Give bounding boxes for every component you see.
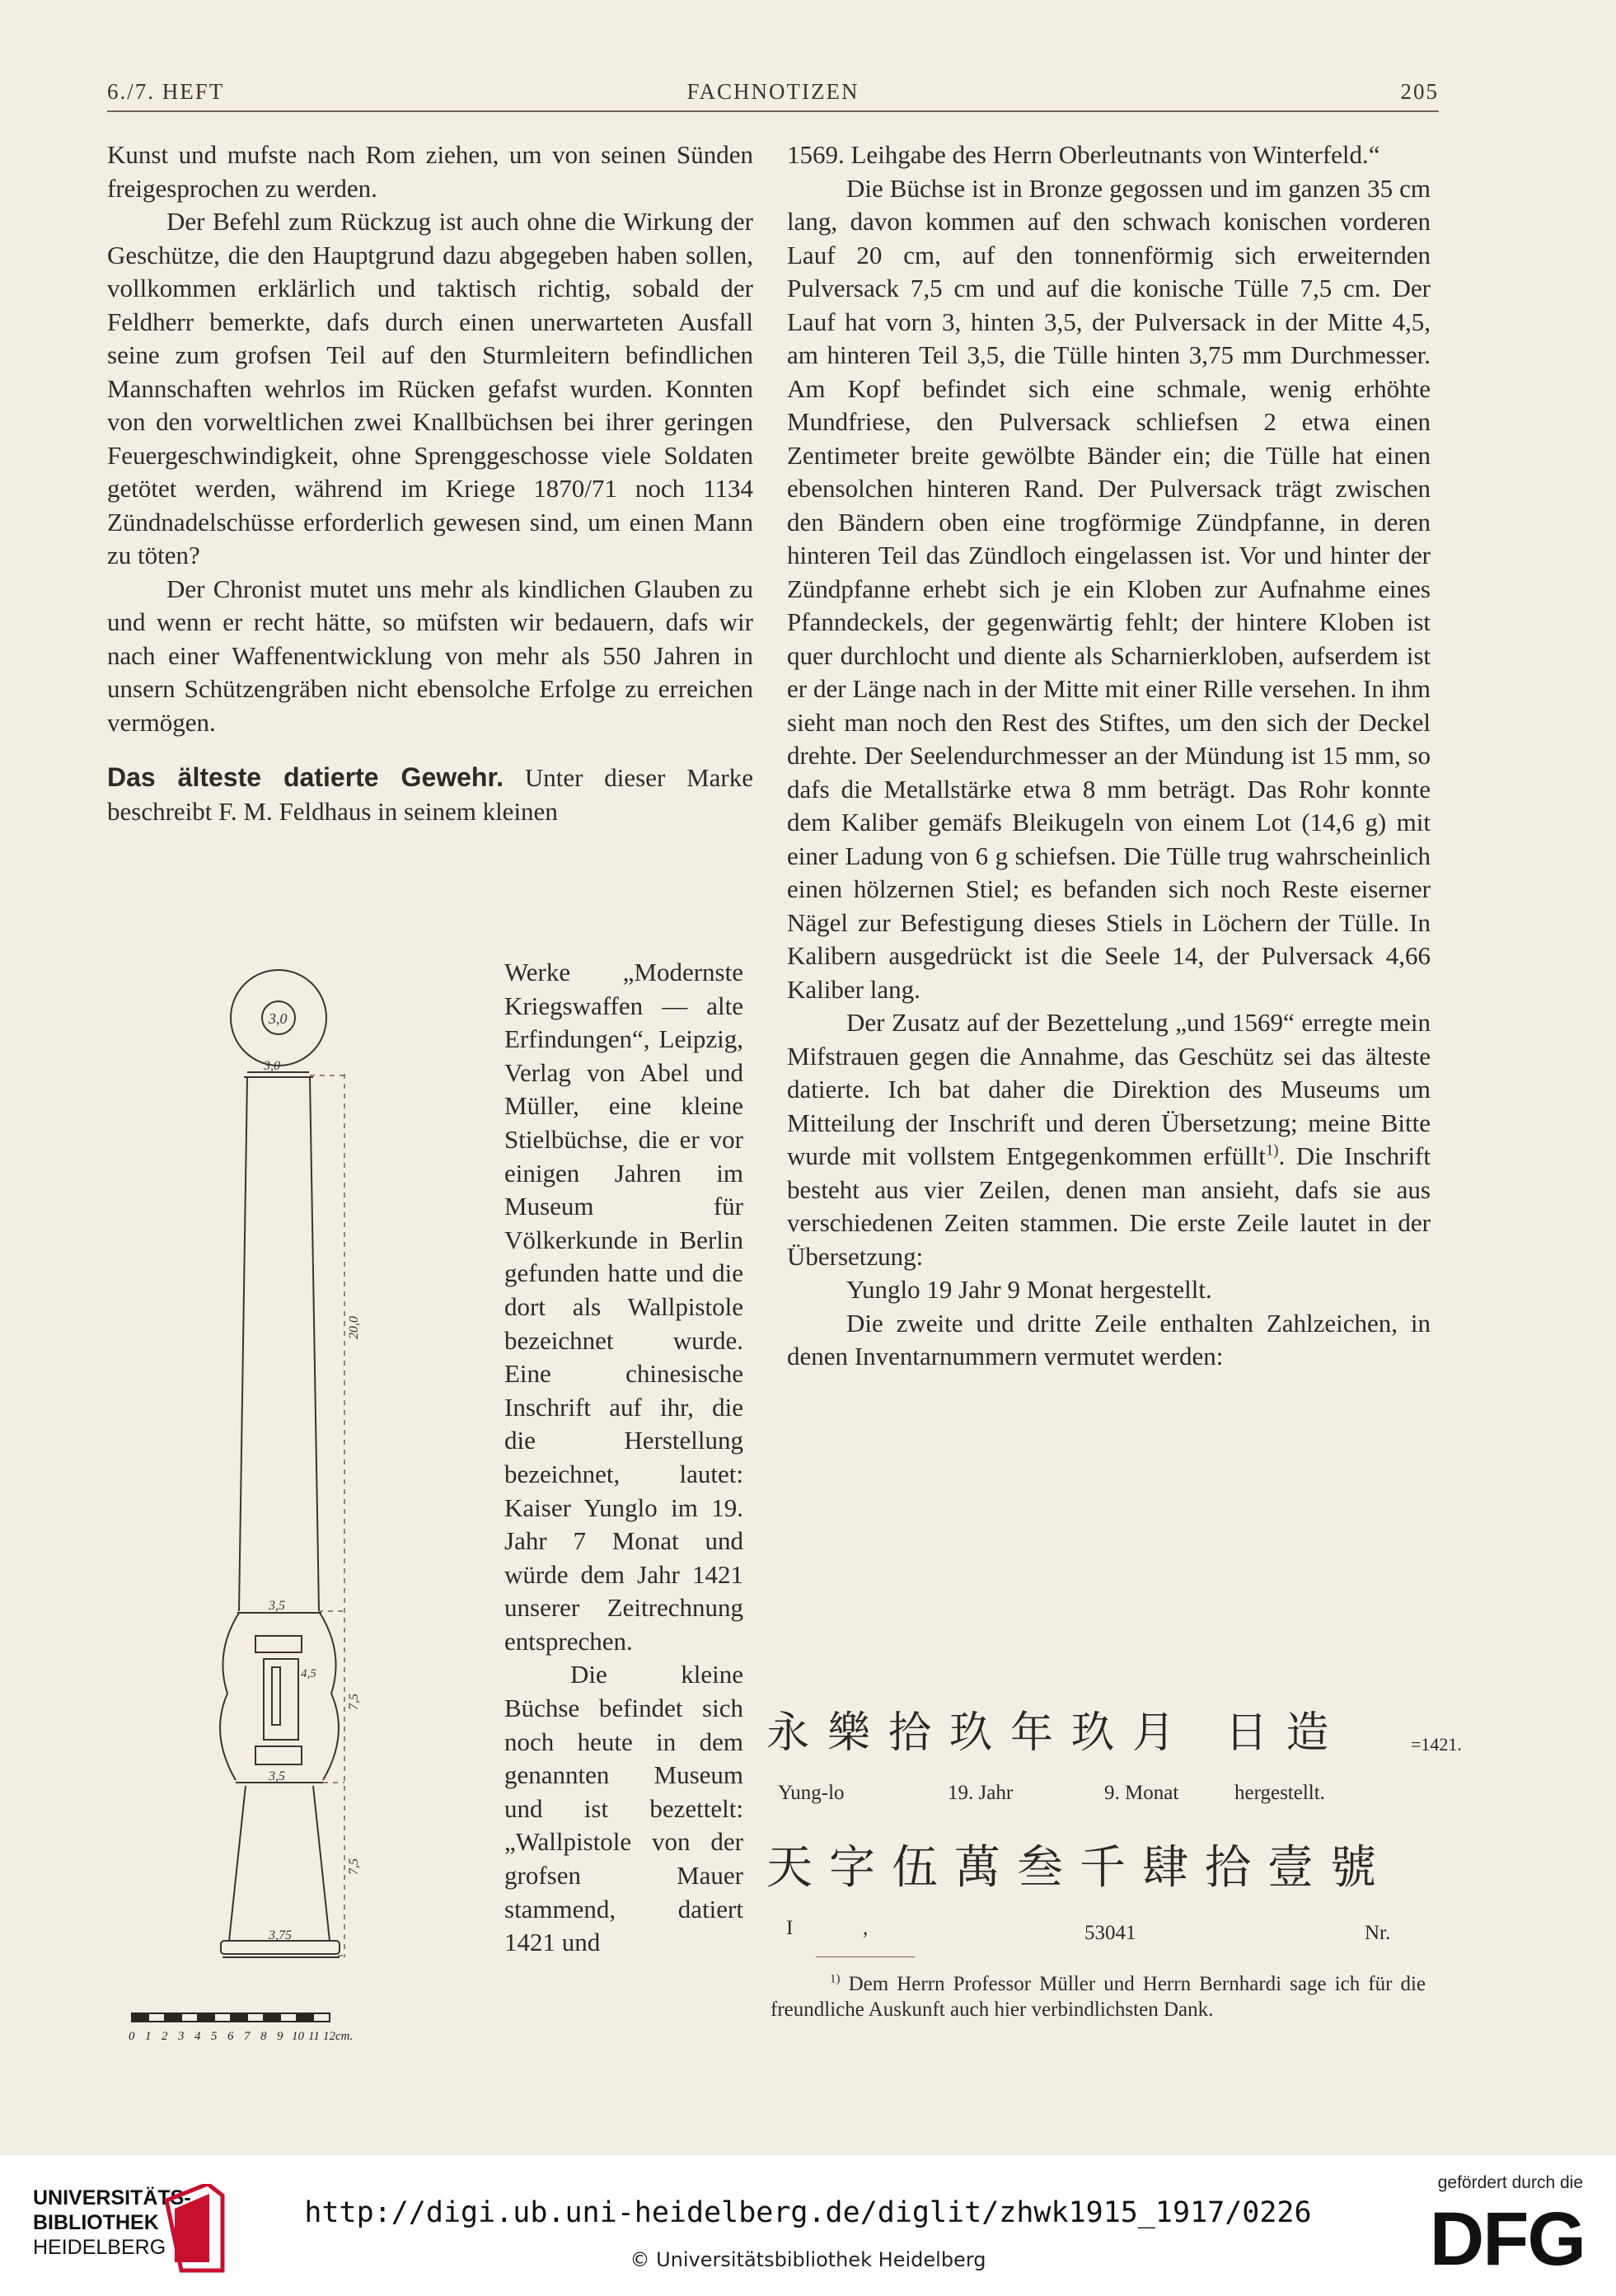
permalink-url[interactable]: http://digi.ub.uni-heidelberg.de/diglit/zhwk1915_1917/0226: [304, 2196, 1312, 2229]
scale-tick-label: 12cm.: [323, 2030, 354, 2043]
library-name-line: HEIDELBERG: [33, 2236, 166, 2259]
paragraph: 1569. Leihgabe des Herrn Oberleutnants von Winterfeld.“: [787, 140, 1380, 169]
footnote-reference: 1): [1265, 1141, 1279, 1160]
footnote-rule: [816, 1956, 915, 1957]
library-name-line: BIBLIOTHEK: [33, 2211, 159, 2234]
footnote-mark: 1): [830, 1972, 841, 1986]
dim-bottom-label: 3,75: [269, 1928, 292, 1942]
copyright-notice: © Universitätsbibliothek Heidelberg: [630, 2248, 986, 2271]
page-number: 205: [1400, 79, 1439, 104]
scale-ticks: [129, 2030, 353, 2043]
scale-tick-label: 5: [211, 2030, 218, 2043]
scale-tick-label: 8: [260, 2030, 267, 2043]
paragraph: Die zweite und dritte Zeile enthalten Zahlzeichen, in denen Inventarnummern vermutet werden:: [787, 1308, 1431, 1371]
gun-technical-drawing: [124, 968, 494, 2048]
paragraph: Werke „Modernste Kriegswaffen — alte Erfindungen“, Leipzig, Verlag von Abel und Müller, eine kleine Stielbüchse, die er vor einigen Jahren im Museum für Völkerkunde in Berlin gefunden hatte und die dort als Wallpistole bezeichnet wurde. Eine chinesische Inschrift auf ihr, die die Herstellung bezeichnet, lautet: Kaiser Yunglo im 19. Jahr 7 Monat und würde dem Jahr 1421 unserer Zeitrechnung entsprechen.: [504, 958, 743, 1656]
inscription-translation: hergestellt.: [1234, 1782, 1325, 1804]
scale-tick-label: 11: [308, 2030, 320, 2043]
dfg-logo: DFG: [1429, 2197, 1585, 2281]
running-head: [107, 79, 1439, 112]
section-paragraph: [107, 761, 753, 828]
wrapped-text-column: [504, 956, 743, 1960]
scale-tick-label: 1: [145, 2030, 152, 2043]
dim-top-label: 3,0: [264, 1059, 280, 1073]
scale-tick-label: 6: [227, 2030, 234, 2043]
paragraph: Die Büchse ist in Bronze gegossen und im ganzen 35 cm lang, davon kommen auf den schwach konischen vorderen Lauf 20 cm, auf den tonnenförmig sich erweiternden Pulversack 7,5 cm und auf die konische Tülle 7,5 cm. Der Lauf hat vorn 3, hinten 3,5, der Pulversack in der Mitte 4,5, am hinteren Teil 3,5, die Tülle hinten 3,75 mm Durchmesser. Am Kopf befindet sich eine schmale, wenig erhöhte Mundfriese, den Pulversack schliefsen 2 etwa einen Zentimeter breite gewölbte Bänder ein; die Tülle hat einen ebensolchen hinteren Rand. Der Pulversack trägt zwischen den Bändern oben eine trogförmige Zündpfanne, in deren hinteren Teil das Zündloch eingelassen ist. Vor und hinter der Zündpfanne erhebt sich je ein Kloben zur Aufnahme eines Pfanndeckels, der gegenwärtig fehlt; der hintere Kloben ist quer durchlocht und diente als Scharnierkloben, aufserdem ist er der Länge nach in der Mitte mit einer Rille versehen. In ihm sieht man noch den Rest des Stiftes, um den sich der Deckel drehte. Der Seelendurchmesser an der Mündung ist 15 mm, so dafs die Metallstärke etwa 8 mm beträgt. Das Rohr konnte dem Kaliber gemäfs Bleikugeln von einem Lot (14,6 g) mit einer Ladung von 6 g schiefsen. Die Tülle trug wahrscheinlich einen hölzernen Stiel; es befanden sich noch Reste eiserner Nägel zur Befestigung dieses Stiels in Löchern der Tülle. In Kalibern ausgedrückt ist die Seele 14, der Pulversack 4,66 Kaliber lang.: [787, 173, 1431, 1004]
inscription-translation: 19. Jahr: [948, 1782, 1014, 1804]
paragraph: Der Befehl zum Rückzug ist auch ohne die Wirkung der Geschütze, die den Hauptgrund dazu abgegeben haben sollen, vollkommen erklärlich und taktisch richtig, sobald der Feldherr bemerkte, dafs durch einen unerwarteten Ausfall seine zum grofsen Teil auf den Sturmleitern befindlichen Mannschaften wehrlos im Rücken gefafst wurden. Konnten von den vorweltlichen zwei Knallbüchsen bei ihrer geringen Feuergeschwindigkeit, ohne Sprenggeschosse viele Soldaten getötet werden, während im Kriege 1870/71 noch 1134 Zündnadelschüsse erforderlich gewesen sind, um einen Mann zu töten?: [107, 207, 753, 569]
dim-inner-label: 4,5: [301, 1667, 316, 1680]
dim-socket-top-label: 3,5: [269, 1769, 285, 1783]
scale-tick-label: 0: [129, 2030, 135, 2043]
inscription-translation: Nr.: [1365, 1922, 1391, 1944]
scale-tick-label: 9: [277, 2030, 283, 2043]
funding-label: gefördert durch die: [1437, 2173, 1583, 2192]
inscription-translation: I: [786, 1917, 794, 1939]
inscription-line-2: 天字伍萬叁千肆拾壹號: [766, 1841, 1393, 1895]
section-intro: Unter dieser Marke beschreibt F. M. Feldhaus in seinem kleinen: [107, 763, 753, 826]
left-column: [107, 138, 753, 828]
scale-bar: [132, 2013, 330, 2022]
inscription-translation: 53041: [1084, 1922, 1136, 1944]
header-rule: [107, 110, 1439, 112]
scale-tick-label: 3: [178, 2030, 185, 2043]
right-column: [787, 138, 1431, 1374]
paragraph: Der Chronist mutet uns mehr als kindlichen Glauben zu und wenn er recht hätte, so müfsten wir bedauern, dafs wir nach einer Waffenentwicklung von mehr als 550 Jahren in unsern Schützengräben nicht ebensolche Erfolge zu erreichen vermögen.: [107, 574, 753, 737]
scale-tick-label: 4: [194, 2030, 201, 2043]
dim-socket-length-label: 7,5: [347, 1858, 361, 1875]
inscription-translation: Yung-lo: [778, 1782, 845, 1804]
paragraph-text: Der Zusatz auf der Bezettelung „und 1569“ erregte mein Mifstrauen gegen die Annahme, das Geschütz sei das älteste datierte. Ich bat daher die Direktion des Museums um Mitteilung der Inschrift und deren Übersetzung; meine Bitte wurde mit vollstem Entgegenkommen erfüllt: [787, 1008, 1431, 1170]
paragraph: Die kleine Büchse befindet sich noch heute in dem genannten Museum und ist bezettelt: „Wallpistole von der grofsen Mauer stammend, datiert 1421 und: [504, 1660, 743, 1957]
inscription-translation-line: Yunglo 19 Jahr 9 Monat hergestellt.: [846, 1275, 1212, 1304]
inscription-date-equivalent: =1421.: [1411, 1734, 1462, 1755]
dim-length-label: 20,0: [347, 1316, 361, 1339]
dim-chamber-length-label: 7,5: [347, 1694, 361, 1710]
footer-bar: [0, 2155, 1616, 2296]
section-heading: Das älteste datierte Gewehr.: [107, 762, 504, 792]
dim-chamber-label: 3,5: [269, 1599, 285, 1613]
inscription-line-1: 永樂拾玖年玖月 日造: [766, 1708, 1347, 1758]
scale-tick-label: 10: [292, 2030, 304, 2043]
issue-label: 6./7. HEFT: [107, 79, 225, 104]
paragraph: Der Zusatz auf der Bezettelung „und 1569“ erregte mein Mifstrauen gegen die Annahme, das Geschütz sei das älteste datierte. Ich bat daher die Direktion des Museums um Mitteilung der Inschrift und deren Übersetzung; meine Bitte wurde mit vollstem Entgegenkommen erfüllt$^{1)}$. Die Inschrift besteht aus vier Zeilen, denen man ansieht, dafs sie aus verschiedenen Zeiten stammen. Die erste Zeile lautet in der Übersetzung:: [787, 1008, 1431, 1271]
library-name-line: UNIVERSITÄTS-: [33, 2186, 191, 2209]
bore-label: 3,0: [269, 1010, 288, 1027]
paragraph-text: Die Inschrift besteht aus vier Zeilen, denen man ansieht, dafs sie aus verschiedenen Zeiten stammen. Die erste Zeile lautet in der Übersetzung:: [787, 1141, 1431, 1271]
footnote-text: Dem Herrn Professor Müller und Herrn Bernhardi sage ich für die freundliche Auskunft auch hier verbindlichsten Dank.: [771, 1973, 1426, 2021]
paragraph: Kunst und mufste nach Rom ziehen, um von seinen Sünden freigesprochen zu werden.: [107, 140, 753, 203]
section-title: FACHNOTIZEN: [686, 79, 860, 104]
inscription-translation: 9. Monat: [1104, 1782, 1179, 1804]
scale-tick-label: 7: [244, 2030, 251, 2043]
footnote: [771, 1971, 1426, 2022]
scale-tick-label: 2: [162, 2030, 168, 2043]
inscription-translation: ,: [863, 1917, 869, 1939]
